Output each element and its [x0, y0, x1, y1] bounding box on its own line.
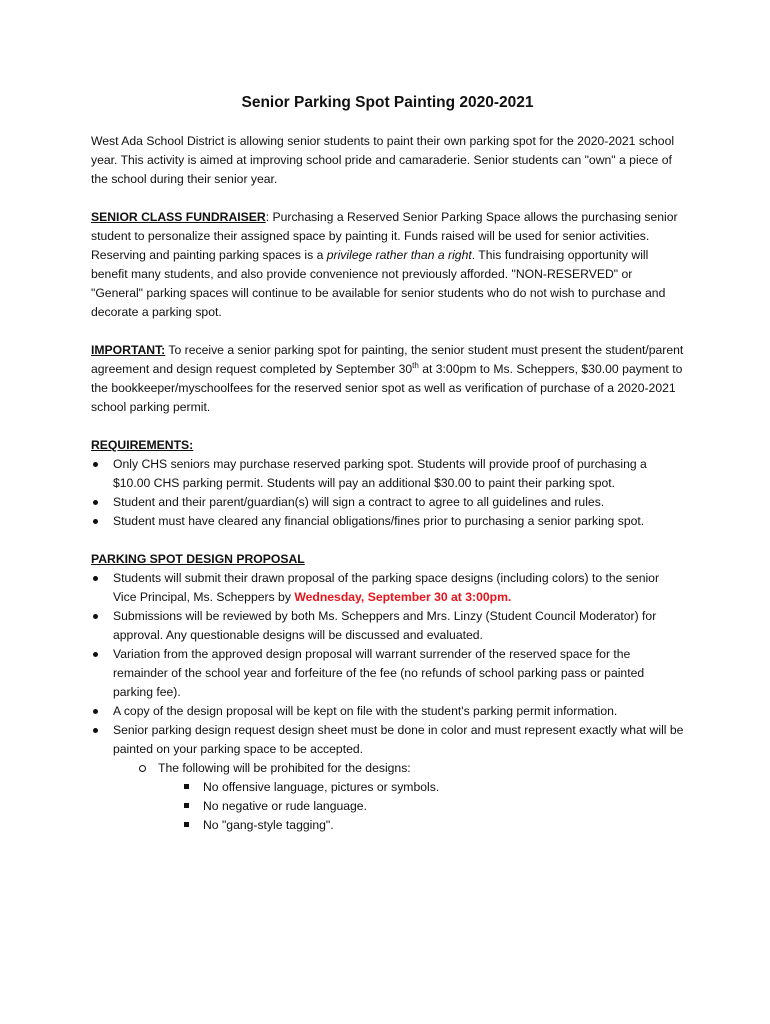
- requirements-heading: REQUIREMENTS:: [91, 438, 194, 452]
- list-item: Senior parking design request design sheet must be done in color and must represent exactly what will be painted on your parking space to be accepted.: [91, 721, 684, 759]
- proposal-heading: PARKING SPOT DESIGN PROPOSAL: [91, 552, 305, 566]
- prohibited-list: [91, 778, 684, 835]
- important-heading: IMPORTANT:: [91, 343, 166, 357]
- important-sup: th: [412, 361, 419, 370]
- deadline-text: Wednesday, September 30 at 3:00pm.: [294, 590, 512, 604]
- intro-paragraph: West Ada School District is allowing senior students to paint their own parking spot for the 2020-2021 school year. This activity is aimed at improving school pride and camaraderie. Senior students can "own" a piece of the school during their senior year.: [91, 134, 675, 186]
- list-item: Submissions will be reviewed by both Ms. Scheppers and Mrs. Linzy (Student Council Moderator) for approval. Any questionable designs will be discussed and evaluated.: [91, 607, 684, 645]
- fundraiser-text-b: . This fundraising opportunity will benefit many students, and also provide convenience not previously afforded. "NON-RESERVED" or "General" parking spaces will continue to be available for senior students who do not wish to purchase and decorate a parking spot.: [91, 248, 666, 319]
- list-item: Student must have cleared any financial obligations/fines prior to purchasing a senior parking spot.: [91, 512, 684, 531]
- sub-list-item: The following will be prohibited for the designs:: [91, 759, 684, 778]
- proposal-sublist: [91, 759, 684, 778]
- requirements-list: [91, 455, 684, 531]
- fundraiser-paragraph: [91, 208, 684, 322]
- proposal-item-text: Students will submit their drawn proposal of the parking space designs (including colors) to the senior Vice Principal, Ms. Scheppers by: [113, 571, 660, 604]
- important-paragraph: [91, 341, 684, 417]
- list-item: A copy of the design proposal will be kept on file with the student's parking permit information.: [91, 702, 684, 721]
- page-title: Senior Parking Spot Painting 2020-2021: [241, 94, 534, 111]
- list-item: Variation from the approved design proposal will warrant surrender of the reserved space for the remainder of the school year and forfeiture of the fee (no refunds of school parking pass or painted parking fee).: [91, 645, 684, 702]
- important-text-b: at 3:00pm to Ms. Scheppers, $30.00 payment to the bookkeeper/myschoolfees for the reserved senior spot as well as verification of purchase of a 2020-2021 school parking permit.: [91, 362, 683, 414]
- list-item: Only CHS seniors may purchase reserved parking spot. Students will provide proof of purchasing a $10.00 CHS parking permit. Students will pay an additional $30.00 to paint their parking spot.: [91, 455, 684, 493]
- prohibited-item: No "gang-style tagging".: [91, 816, 684, 835]
- list-item: [91, 569, 684, 607]
- prohibited-item: No negative or rude language.: [91, 797, 684, 816]
- fundraiser-italic: privilege rather than a right: [326, 248, 472, 262]
- prohibited-item: No offensive language, pictures or symbols.: [91, 778, 684, 797]
- proposal-list: [91, 569, 684, 759]
- fundraiser-text-a: : Purchasing a Reserved Senior Parking Space allows the purchasing senior student to personalize their assigned space by painting it. Funds raised will be used for senior activities. Reserving and painting parking spaces is a: [91, 210, 678, 262]
- fundraiser-heading: SENIOR CLASS FUNDRAISER: [91, 210, 266, 224]
- list-item: Student and their parent/guardian(s) will sign a contract to agree to all guidelines and rules.: [91, 493, 684, 512]
- important-text-a: To receive a senior parking spot for painting, the senior student must present the student/parent agreement and design request completed by September 30: [91, 343, 684, 376]
